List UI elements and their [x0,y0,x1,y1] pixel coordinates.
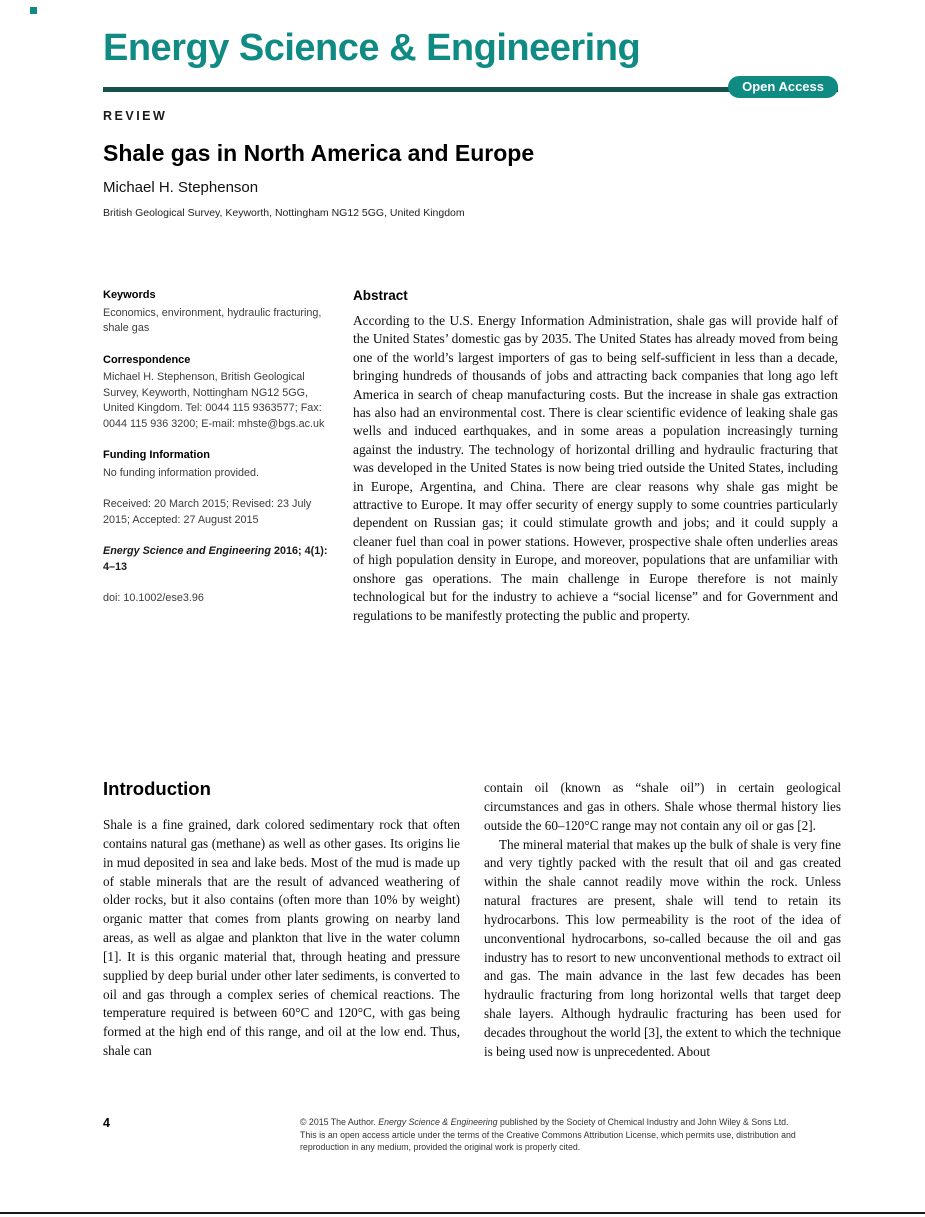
correspondence-section [103,353,335,433]
author-name: Michael H. Stephenson [103,179,259,196]
page-bottom-edge [0,1212,925,1214]
citation [103,544,335,575]
dates-text: Received: 20 March 2015; Revised: 23 July 2015; Accepted: 27 August 2015 [103,498,312,526]
intro-paragraph-col1: Shale is a fine grained, dark colored sedimentary rock that often contains natural gas (methane) as well as other gases. Its origins lie in mud deposited in sea and lake beds. Most of the mud is made up of stable minerals that are the result of advanced weathering of older rocks, but it also contains (often more than 10% by weight) organic matter that comes from plants growing on nearby land areas, as well as algae and plankton that live in the water column [1]. It is this organic material that, through heating and pressure supplied by deep burial under other later sediments, is converted to oil and gas through a complex series of chemical reactions. The temperature required is between 60°C and 120°C, with gas being formed at the high end of this range, and oil at the low end. Thus, shale can [103,817,460,1059]
abstract-heading: Abstract [353,288,408,303]
copyright-suffix: published by the Society of Chemical Industry and John Wiley & Sons Ltd. [497,1117,789,1127]
copyright-prefix: © 2015 The Author. [300,1117,379,1127]
author-affiliation: British Geological Survey, Keyworth, Nottingham NG12 5GG, United Kingdom [103,207,465,219]
introduction-heading: Introduction [103,778,211,799]
intro-paragraph-col2-second: The mineral material that makes up the bulk of shale is very fine and very tightly packed with the result that oil and gas created within the shale cannot readily move within the rock. Unless natural fractures are present, shale will tend to retain its hydrocarbons. This low permeability is the root of the idea of unconventional hydrocarbons, so-called because the oil and gas industry has to resort to new unconventional methods to extract oil and gas. The main advance in the last few decades has been hydraulic fracturing from long horizontal wells that target deep shale layers. Although hydraulic fracturing has been used for decades throughout the world [3], the extent to which the technique is being used now is unprecedented. About [484,836,841,1059]
article-title: Shale gas in North America and Europe [103,140,535,166]
funding-section [103,448,335,481]
body-two-columns [103,772,841,1062]
citation-journal-name: Energy Science and Engineering [103,545,272,557]
body-column-right [484,772,841,1062]
journal-title: Energy Science & Engineering [103,27,641,69]
correspondence-heading: Correspondence [103,353,191,366]
keywords-heading: Keywords [103,289,156,301]
keywords-section [103,288,335,337]
open-access-badge: Open Access [728,76,838,98]
funding-text: No funding information provided. [103,466,260,479]
body-column-left [103,772,460,1062]
copyright-journal-name: Energy Science & Engineering [378,1117,498,1127]
correspondence-text: Michael H. Stephenson, British Geological Survey, Keyworth, Nottingham NG12 5GG, United Kingdom. Tel: 0044 115 9363577; Fax: 0044 115 936 3200; E-mail: mhste@bgs.ac.uk [103,371,325,430]
abstract-section [353,288,838,625]
footer-license-text: This is an open access article under the terms of the Creative Commons Attribution License, which permits use, distribution and reproduction in any medium, provided the original work is properly cited. [300,1129,796,1152]
corner-mark [30,7,37,14]
intro-paragraph-col2-continuation: contain oil (known as “shale oil”) in certain geological circumstances and gas in others. Shale whose thermal history lies outside the 60–120°C range may not contain any oil or gas [2]. [484,780,841,833]
footer-text-block [300,1116,838,1154]
metadata-sidebar [103,288,335,625]
funding-heading: Funding Information [103,449,210,461]
doi-text: doi: 10.1002/ese3.96 [103,592,204,604]
abstract-text: According to the U.S. Energy Information Administration, shale gas will provide half of the United States’ domestic gas by 2035. The United States has already moved from being one of the world’s largest importers of gas to being self-sufficient in less than a decade, bringing hundreds of thousands of jobs and attracting back companies that long ago left America in search of cheap manufacturing costs. But the increase in shale gas extraction has also had an environmental cost. There is clear scientific evidence of leaking shale gas wells and induced earthquakes, and in some areas a population increasingly turning against the industry. The technology of horizontal drilling and hydraulic fracturing that was developed in the United States is now being tried outside the United States, including in Europe, Argentina, and China. There are clear reasons why shale gas might be attractive to Europe. It may offer security of energy supply to some countries particularly dependent on Russian gas; it could stimulate growth and jobs; and it could supply a cleaner fuel than coal in power stations. However, prospective shale often underlies areas of high population density in Europe, and moreover, populations that are unfamiliar with onshore gas operations. The main challenge in Europe therefore is not mainly technological but for the industry to achieve a “social license” and for Government and regulations to be manifestly protecting the public and property. [353,313,838,623]
page-number: 4 [103,1116,110,1130]
footer-copyright-line [300,1116,838,1129]
page-footer [103,1116,838,1154]
doi-section [103,591,335,607]
keywords-text: Economics, environment, hydraulic fracturing, shale gas [103,306,322,334]
dates-section [103,497,335,528]
metadata-and-abstract-row [103,288,838,625]
citation-volume-pages: 2016; 4(1): 4–13 [103,545,328,573]
article-type-label: REVIEW [103,109,168,123]
